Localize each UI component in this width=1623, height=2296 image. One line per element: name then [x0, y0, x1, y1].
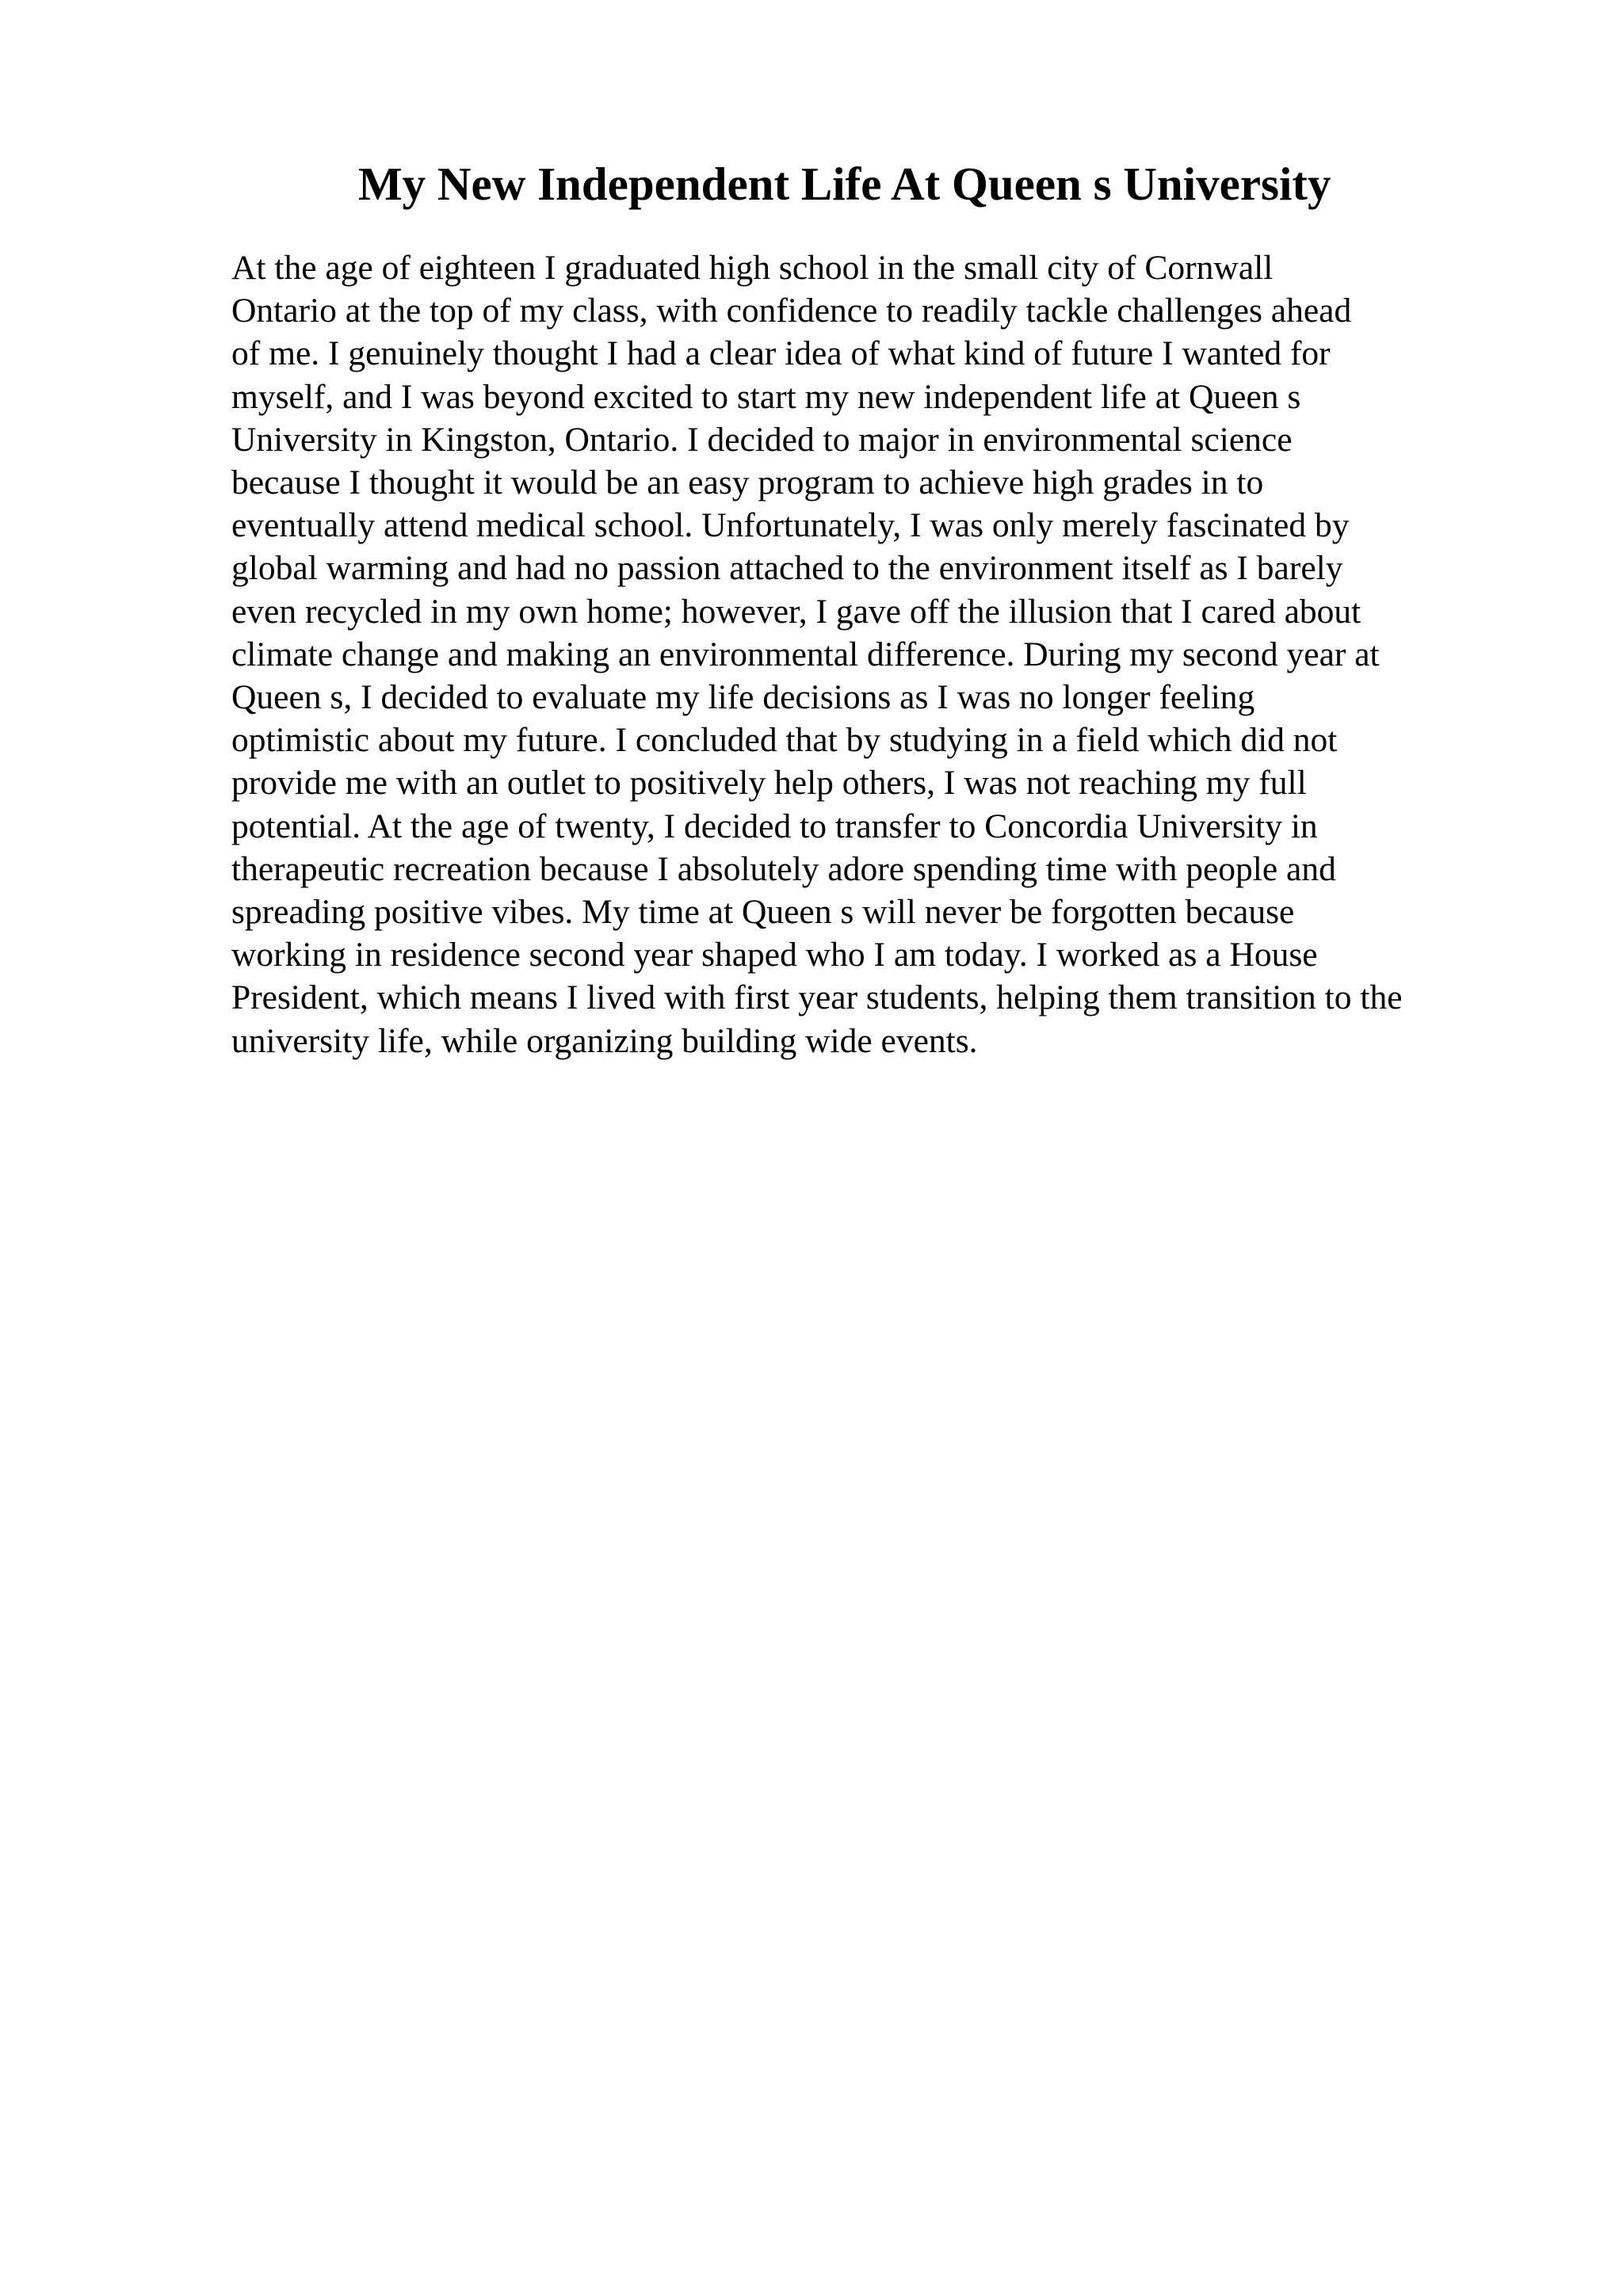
- paragraph-line: climate change and making an environmental difference. During my second year at: [231, 635, 1380, 673]
- paragraph-line: eventually attend medical school. Unfortunately, I was only merely fascinated by: [231, 506, 1350, 545]
- paragraph-line: working in residence second year shaped who I am today. I worked as a House: [231, 936, 1318, 974]
- page-title: My New Independent Life At Queen s University: [358, 158, 1331, 210]
- paragraph-line: university life, while organizing building wide events.: [231, 1021, 978, 1060]
- paragraph-line: provide me with an outlet to positively help others, I was not reaching my full: [231, 764, 1307, 803]
- paragraph-line: therapeutic recreation because I absolutely adore spending time with people and: [231, 849, 1336, 888]
- paragraph-line: global warming and had no passion attached to the environment itself as I barely: [231, 549, 1343, 588]
- paragraph-line: Queen s, I decided to evaluate my life decisions as I was no longer feeling: [231, 678, 1255, 717]
- paragraph-line: even recycled in my own home; however, I gave off the illusion that I cared about: [231, 592, 1361, 631]
- paragraph-line: because I thought it would be an easy program to achieve high grades in to: [231, 463, 1264, 502]
- paragraph-line: Ontario at the top of my class, with confidence to readily tackle challenges ahead: [231, 292, 1352, 330]
- paragraph-line: President, which means I lived with first year students, helping them transition to the: [231, 978, 1403, 1017]
- paragraph-line: myself, and I was beyond excited to start my new independent life at Queen s: [231, 377, 1301, 416]
- paragraph-line: At the age of eighteen I graduated high school in the small city of Cornwall: [231, 249, 1274, 287]
- essay-paragraph: [231, 246, 1403, 1062]
- paragraph-line: University in Kingston, Ontario. I decided to major in environmental science: [231, 420, 1293, 459]
- paragraph-line: potential. At the age of twenty, I decided to transfer to Concordia University in: [231, 807, 1318, 845]
- paragraph-line: optimistic about my future. I concluded that by studying in a field which did not: [231, 721, 1338, 760]
- paragraph-line: spreading positive vibes. My time at Queen s will never be forgotten because: [231, 893, 1295, 932]
- paragraph-line: of me. I genuinely thought I had a clear idea of what kind of future I wanted for: [231, 334, 1331, 373]
